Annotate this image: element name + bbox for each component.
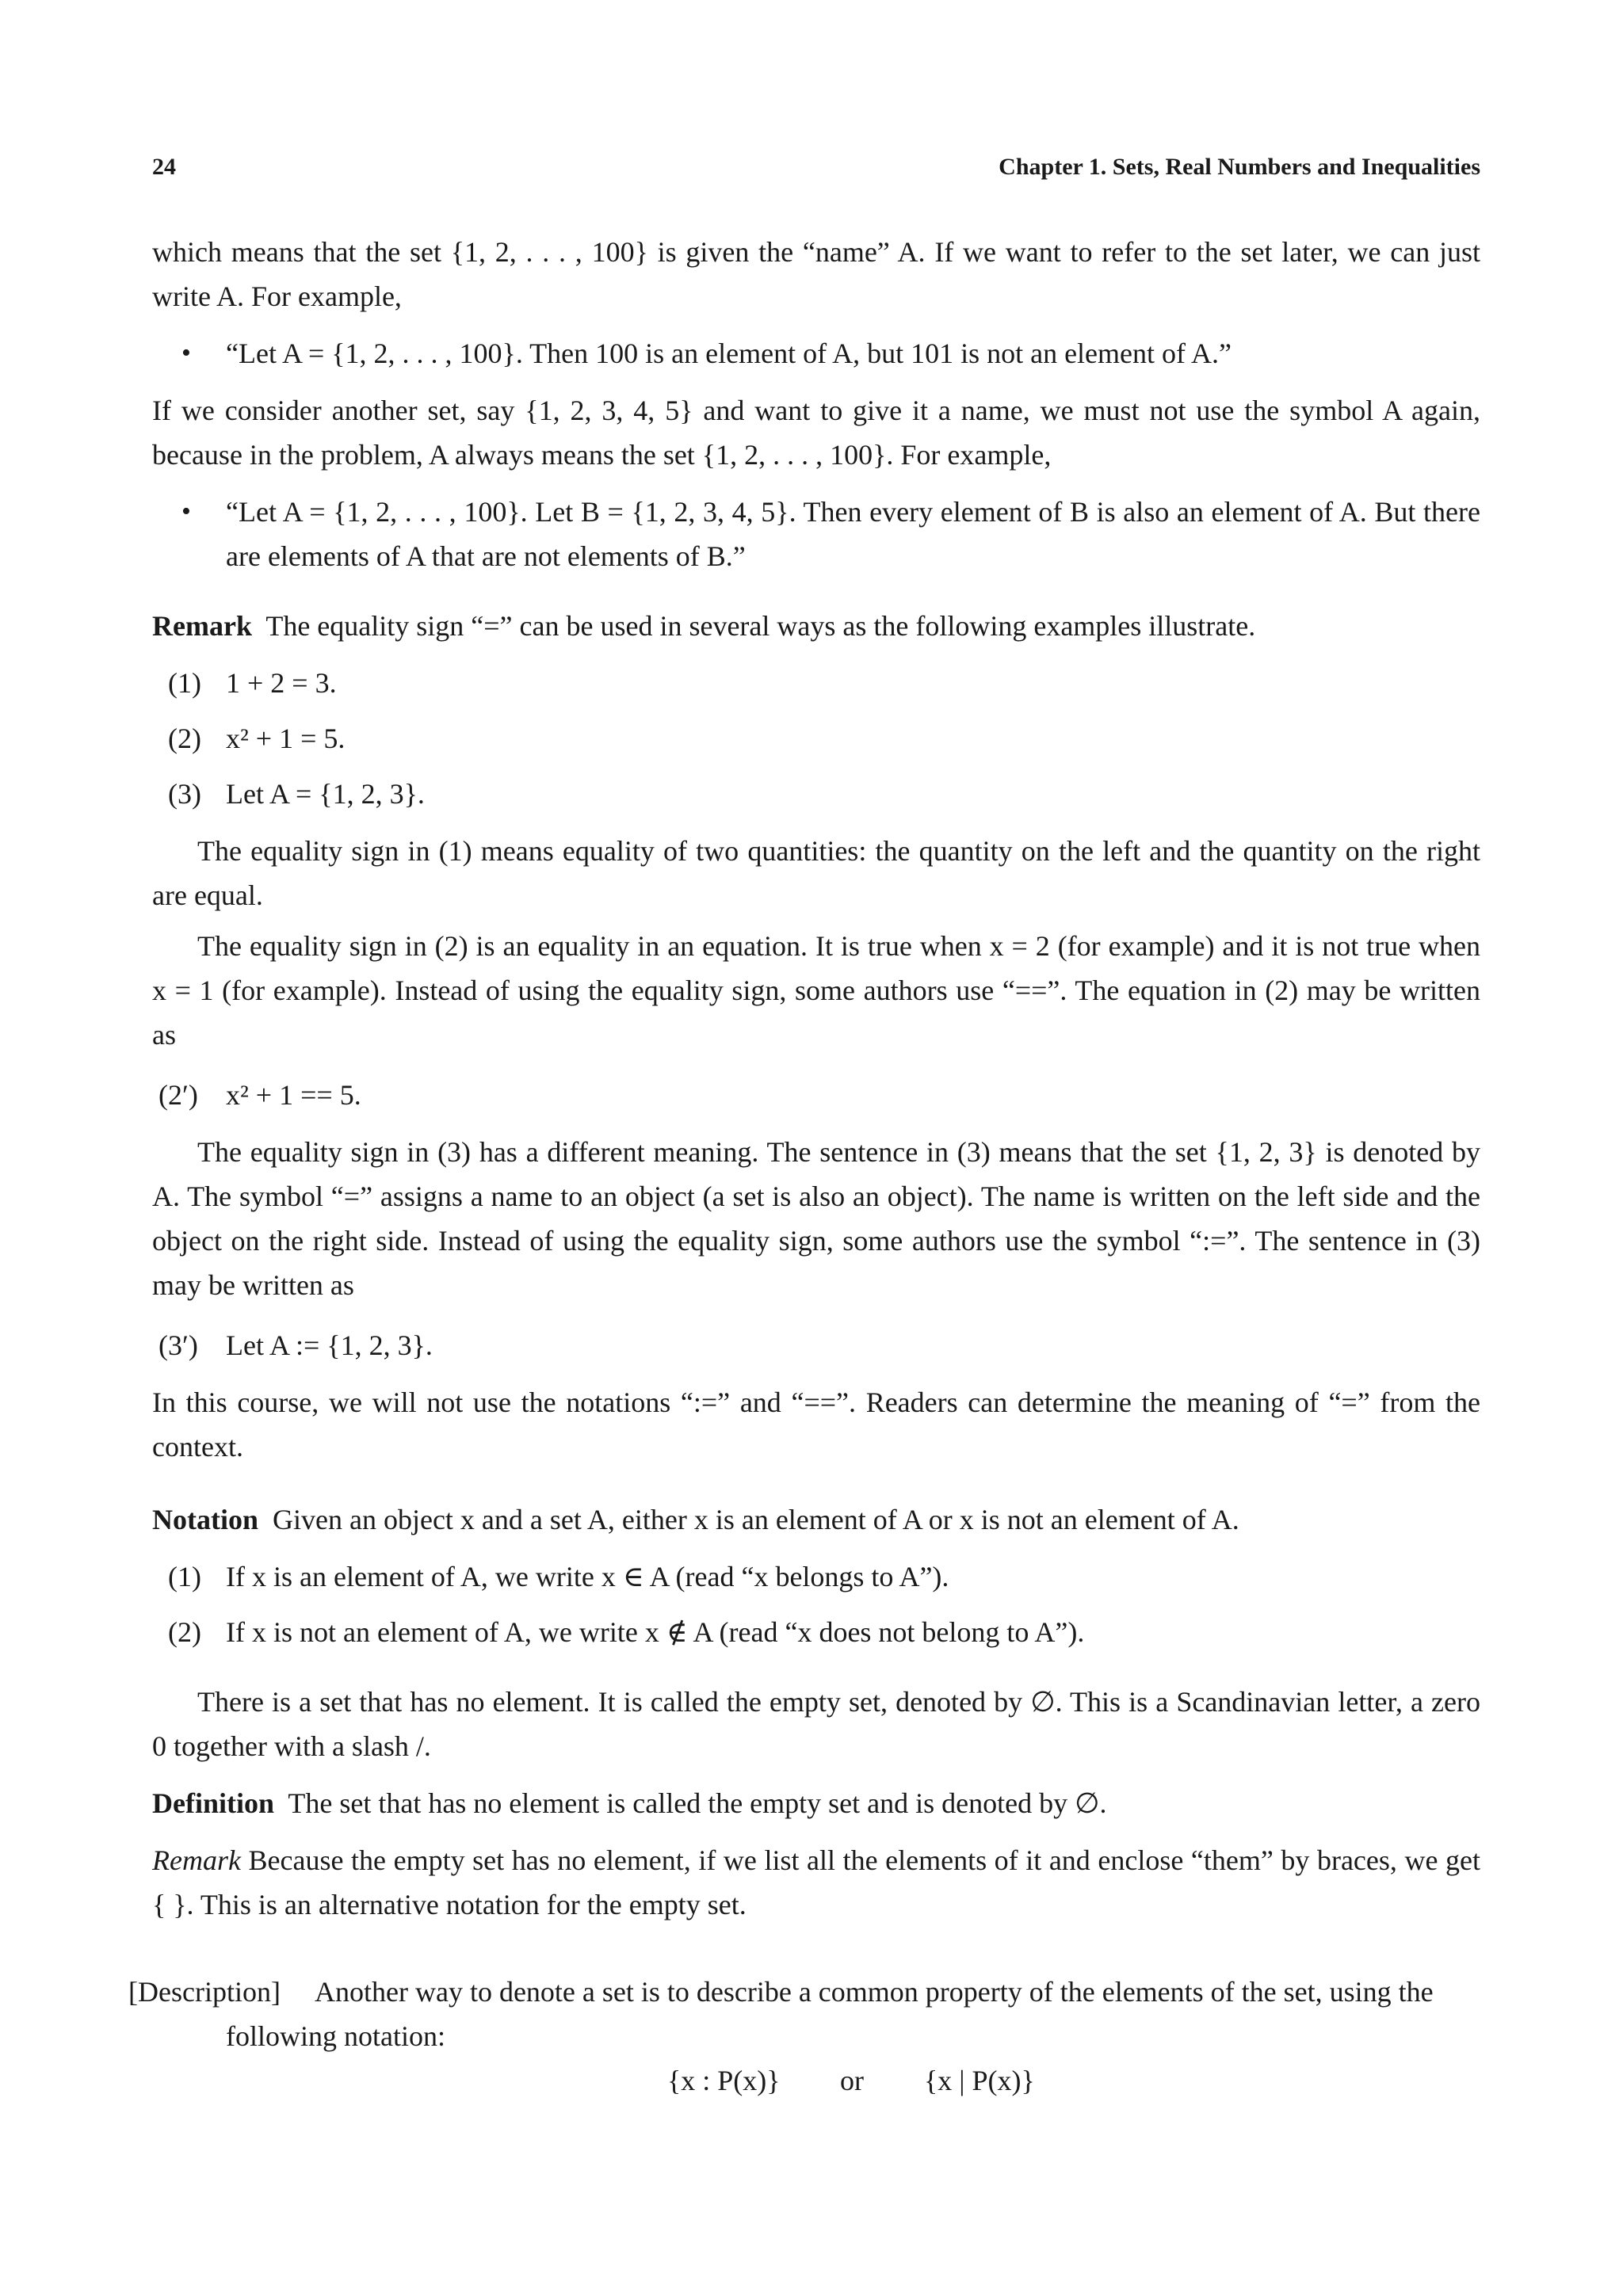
item-number: (3′) bbox=[158, 1329, 198, 1361]
item-number: (1) bbox=[168, 667, 201, 699]
item-number: (1) bbox=[168, 1561, 201, 1592]
example-item: x² + 1 = 5. bbox=[226, 723, 346, 754]
chapter-title: Chapter 1. Sets, Real Numbers and Inequalities bbox=[999, 154, 1480, 180]
remark-text: Because the empty set has no element, if we list all the elements of it and enclose “them” by braces, we get { }. This is an alternative notation for the empty set. bbox=[152, 1844, 1481, 1920]
set-builder-bar: {x | P(x)} bbox=[924, 2065, 1035, 2096]
remark-empty-braces bbox=[152, 1838, 1480, 1927]
notation-item: If x is not an element of A, we write x ∉ A (read “x does not belong to A”). bbox=[226, 1616, 1085, 1648]
example-item: 1 + 2 = 3. bbox=[226, 667, 337, 699]
bullet-let-a: “Let A = {1, 2, . . . , 100}. Then 100 is an element of A, but 101 is not an element of A.” bbox=[226, 338, 1232, 369]
remark-text: The equality sign “=” can be used in several ways as the following examples illustrate. bbox=[265, 610, 1256, 642]
formula-or: or bbox=[840, 2065, 864, 2096]
description-label: [Description] bbox=[128, 1976, 281, 2008]
example-item: Let A := {1, 2, 3}. bbox=[226, 1329, 433, 1361]
description-continuation: following notation: bbox=[226, 2020, 445, 2052]
definition-empty-set bbox=[152, 1781, 1480, 1825]
paragraph-notations: In this course, we will not use the notations “:=” and “==”. Readers can determine the meaning of “=” from the context. bbox=[152, 1386, 1480, 1463]
bullet-let-a-b: “Let A = {1, 2, . . . , 100}. Let B = {1, 2, 3, 4, 5}. Then every element of B is also an element of A. But there are elements of A that are not elements of B.” bbox=[226, 496, 1480, 572]
page-number: 24 bbox=[152, 154, 176, 180]
item-number: (2′) bbox=[158, 1079, 198, 1111]
description-text: Another way to denote a set is to describe a common property of the elements of the set, using the bbox=[315, 1976, 1434, 2008]
notation-text: Given an object x and a set A, either x is an element of A or x is not an element of A. bbox=[273, 1504, 1239, 1535]
paragraph-equality-2: The equality sign in (2) is an equality in an equation. It is true when x = 2 (for example) and it is not true when x = 1 (for example). Instead of using the equality sign, some authors use “==”. The equation in (2) may be written as bbox=[152, 930, 1480, 1051]
set-builder-colon: {x : P(x)} bbox=[667, 2065, 781, 2096]
definition-text: The set that has no element is called the empty set and is denoted by ∅. bbox=[288, 1787, 1107, 1819]
paragraph-another-set: If we consider another set, say {1, 2, 3, 4, 5} and want to give it a name, we must not use the symbol A again, because in the problem, A always means the set {1, 2, . . . , 100}. For example, bbox=[152, 395, 1480, 471]
paragraph-equality-1: The equality sign in (1) means equality of two quantities: the quantity on the left and the quantity on the right are equal. bbox=[152, 835, 1480, 911]
example-item: Let A = {1, 2, 3}. bbox=[226, 778, 425, 810]
example-item: x² + 1 == 5. bbox=[226, 1079, 361, 1111]
remark-label: Remark bbox=[152, 610, 252, 642]
item-number: (2) bbox=[168, 1616, 201, 1648]
running-header bbox=[152, 154, 1480, 185]
definition-label: Definition bbox=[152, 1787, 275, 1819]
bullet-icon: • bbox=[181, 338, 191, 368]
notation-label: Notation bbox=[152, 1504, 258, 1535]
remark-equality bbox=[152, 604, 1480, 648]
bullet-icon: • bbox=[181, 497, 191, 526]
notation-item: If x is an element of A, we write x ∈ A (read “x belongs to A”). bbox=[226, 1561, 949, 1592]
paragraph-equality-3: The equality sign in (3) has a different meaning. The sentence in (3) means that the set {1, 2, 3} is denoted by A. The symbol “=” assigns a name to an object (a set is also an object). The name is written on the left side and the object on the right side. Instead of using the equality sign, some authors use the symbol “:=”. The sentence in (3) may be written as bbox=[152, 1136, 1480, 1301]
item-number: (3) bbox=[168, 778, 201, 810]
paragraph-empty-set: There is a set that has no element. It is called the empty set, denoted by ∅. This is a Scandinavian letter, a zero 0 together with a slash /. bbox=[152, 1686, 1480, 1762]
notation-statement bbox=[152, 1497, 1480, 1542]
item-number: (2) bbox=[168, 723, 201, 754]
remark-label: Remark bbox=[152, 1844, 241, 1876]
paragraph-set-name: which means that the set {1, 2, . . . , 100} is given the “name” A. If we want to refer to the set later, we can just write A. For example, bbox=[152, 236, 1480, 312]
